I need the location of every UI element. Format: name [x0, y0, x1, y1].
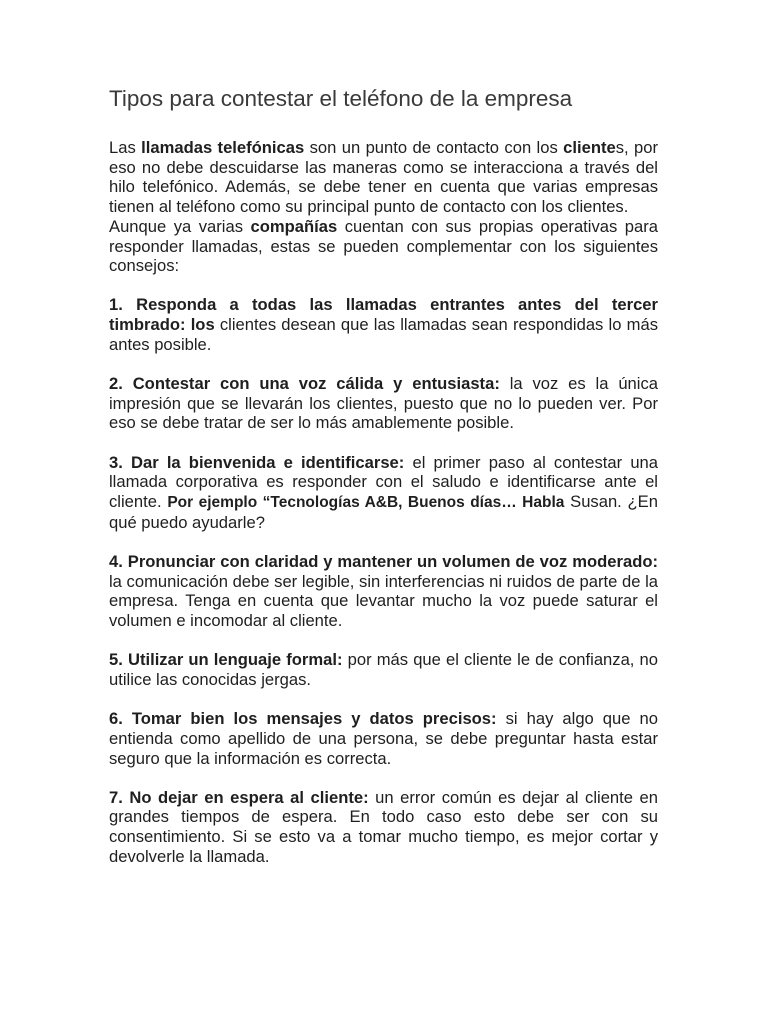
tip-body: el primer paso al contestar una llamada corporativa es responder con el saludo e identificarse ante el — [109, 452, 659, 492]
tip-heading: 2. Contestar con una voz cálida y entusiasta: — [109, 374, 500, 394]
tip-body: . — [156, 492, 168, 512]
paragraph-gap — [109, 276, 658, 296]
intro-paragraph-2 — [109, 217, 658, 276]
tip-4 — [109, 552, 658, 631]
intro-text: Aunque ya varias — [109, 216, 251, 236]
tip-1 — [109, 295, 658, 354]
intro-text: Las — [109, 138, 142, 157]
intro-text: s, por eso no debe descuidarse las maneras como se interacciona a través del hilo telefónico. Además, se debe tener en cuenta que varias empresas tienen al teléfono como su principal punto de contacto con los clientes. — [109, 138, 658, 217]
tip-heading: 4. Pronunciar con claridad y mantener un volumen de voz moderado: — [109, 551, 658, 571]
tip-body: si hay algo que no entienda como apellido de una persona, se debe preguntar hasta estar seguro que la información es correcta. — [109, 709, 658, 768]
document-title: Tipos para contestar el teléfono de la empresa — [109, 86, 573, 111]
paragraph-gap — [109, 355, 658, 375]
tip-body: por más que el cliente le de confianza, no utilice las conocidas jergas. — [109, 650, 658, 689]
paragraph-gap — [109, 631, 658, 651]
tip-body: la voz es la única impresión que se llevarán los clientes, puesto que no lo pueden ver. Por eso se debe tratar de ser lo más amablemente posible. — [109, 374, 658, 433]
paragraph-gap — [109, 532, 658, 552]
tip-heading: 7. No dejar en espera al cliente: — [109, 787, 369, 807]
tip-heading: 1. Responda a todas las llamadas entrantes antes del tercer timbrado: los — [109, 295, 658, 335]
tip-2 — [109, 374, 658, 433]
tip-heading: 6. Tomar bien los mensajes y datos precisos: — [109, 709, 497, 729]
intro-text: cuentan con sus propias operativas para responder llamadas, estas se pueden complementar con los siguientes consejos: — [109, 216, 658, 276]
document-page — [109, 84, 658, 867]
tip-body: clientes desean que las llamadas sean respondidas lo más antes posible. — [109, 315, 658, 354]
tip-example: Por ejemplo “Tecnologías A&B, Buenos días… Habla — [167, 494, 565, 512]
tip-5 — [109, 650, 658, 689]
tip-7 — [109, 788, 658, 867]
tip-body-cliente: cliente — [109, 492, 157, 512]
tip-6 — [109, 709, 658, 768]
tip-body: Susan. ¿En qué puedo ayudarle? — [109, 492, 658, 532]
tip-heading: 3. Dar la bienvenida e identificarse: — [109, 452, 405, 472]
paragraph-gap — [109, 690, 658, 710]
tip-body: un error común es dejar al cliente en grandes tiempos de espera. En todo caso esto debe ser con su consentimiento. Si se esto va a tomar mucho tiempo, es mejor cortar y devolverle la llamada. — [109, 787, 658, 866]
intro-bold-llamadas: llamadas telefónicas — [141, 138, 305, 157]
intro-bold-companias: compañías — [250, 216, 338, 236]
tip-heading: 5. Utilizar un lenguaje formal: — [109, 650, 343, 670]
intro-text: son un punto de contacto con los — [304, 138, 564, 157]
tip-body: la comunicación debe ser legible, sin interferencias ni ruidos de parte de la empresa. Tenga en cuenta que levantar mucho la voz puede saturar el volumen e incomodar al cliente. — [109, 571, 658, 631]
tip-3 — [109, 453, 658, 533]
intro-bold-clientes: cliente — [563, 138, 616, 157]
intro-paragraph-1 — [109, 138, 658, 217]
paragraph-gap — [109, 433, 658, 453]
paragraph-gap — [109, 768, 658, 788]
